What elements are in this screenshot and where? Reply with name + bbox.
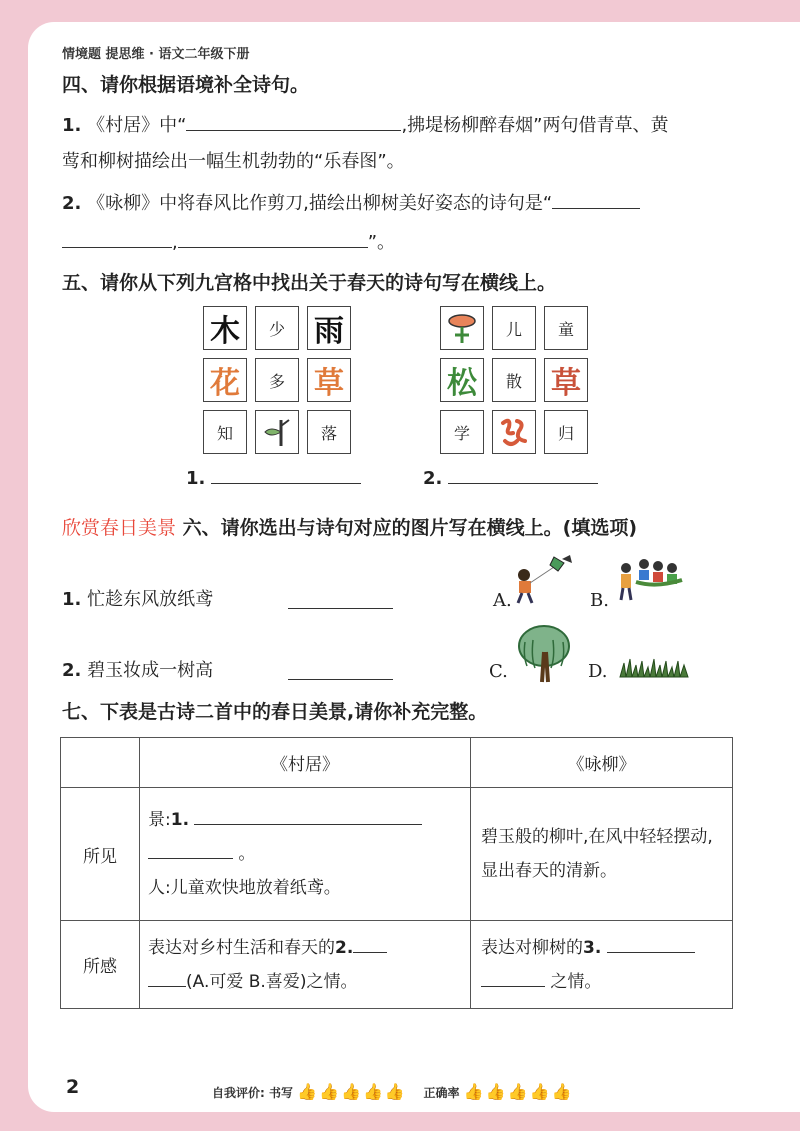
grid-cell[interactable]: 松 — [440, 358, 484, 402]
section-tag: 欣赏春日美景 — [62, 517, 177, 539]
section-5-title: 五、请你从下列九宫格中找出关于春天的诗句写在横线上。 — [62, 272, 557, 294]
table-corner-cell — [61, 738, 140, 788]
section-4-title: 四、请你根据语境补全诗句。 — [62, 74, 310, 96]
writing-rating[interactable] — [297, 1082, 411, 1101]
grid-cell-swirl[interactable] — [492, 410, 536, 454]
section-6-title: 欣赏春日美景 六、请你选出与诗句对应的图片写在横线上。(填选项) — [62, 517, 638, 539]
thumb-up-icon[interactable]: 👍 — [319, 1082, 340, 1101]
answer-blank[interactable] — [607, 934, 695, 953]
grid-cell[interactable]: 归 — [544, 410, 588, 454]
question-4-1-line2: 莺和柳树描绘出一幅生机勃勃的“乐春图”。 — [62, 151, 405, 172]
scenery-table — [60, 737, 733, 1009]
row-label-suojian: 所见 — [61, 788, 140, 921]
grid-cell[interactable]: 雨 — [307, 306, 351, 350]
grid-cell[interactable]: 少 — [255, 306, 299, 350]
swirl-glyph-icon — [495, 413, 533, 451]
grid-cell[interactable]: 草 — [544, 358, 588, 402]
grid-cell[interactable]: 儿 — [492, 306, 536, 350]
answer-blank[interactable] — [148, 968, 186, 987]
thumb-up-icon[interactable]: 👍 — [529, 1082, 550, 1101]
answer-blank[interactable] — [186, 112, 401, 131]
question-4-2-line2: , ”。 — [62, 228, 395, 254]
answer-blank[interactable] — [353, 934, 387, 953]
thumb-up-icon[interactable]: 👍 — [384, 1082, 405, 1101]
answer-6-2 — [288, 661, 393, 684]
question-6-1: 1. 忙趁东风放纸鸢 — [62, 589, 214, 610]
willow-tree-icon — [515, 622, 573, 684]
grid-cell[interactable]: 童 — [544, 306, 588, 350]
row-label-suogan: 所感 — [61, 921, 140, 1009]
option-a-label: A. — [493, 590, 512, 611]
thumb-up-icon[interactable]: 👍 — [341, 1082, 361, 1101]
answer-6-1 — [288, 590, 393, 613]
thumb-up-icon[interactable]: 👍 — [362, 1082, 383, 1101]
question-4-1: 1. 《村居》中“ ,拂堤杨柳醉春烟”两句借青草、黄 — [62, 111, 668, 137]
bamboo-leaf-icon — [259, 414, 295, 450]
grid-cell[interactable]: 散 — [492, 358, 536, 402]
option-d-label: D. — [588, 661, 608, 682]
answer-blank[interactable] — [481, 968, 545, 987]
accuracy-rating[interactable] — [463, 1082, 574, 1101]
grid-cell[interactable]: 木 — [203, 306, 247, 350]
section-7-title: 七、下表是古诗二首中的春日美景,请你补充完整。 — [62, 701, 488, 723]
page-header: 情境题 提思维 · 语文二年级下册 — [62, 47, 250, 62]
answer-blank[interactable] — [178, 229, 368, 248]
answer-blank[interactable] — [448, 465, 598, 484]
grid-cell-bamboo[interactable] — [255, 410, 299, 454]
grid-cell-flower[interactable] — [440, 306, 484, 350]
answer-blank[interactable] — [148, 840, 233, 859]
answer-blank[interactable] — [194, 806, 422, 825]
cell-cunju-seen: 景:1. 。 人:儿童欢快地放着纸鸢。 — [140, 788, 471, 921]
grid-answer-1: 1. — [186, 465, 361, 489]
question-6-2: 2. 碧玉妆成一树高 — [62, 660, 214, 681]
answer-blank[interactable] — [211, 465, 361, 484]
thumb-up-icon[interactable]: 👍 — [551, 1082, 572, 1101]
grid-cell[interactable]: 多 — [255, 358, 299, 402]
thumb-up-icon[interactable]: 👍 — [463, 1082, 484, 1101]
grid-cell[interactable]: 草 — [307, 358, 351, 402]
grid-cell[interactable]: 知 — [203, 410, 247, 454]
cell-cunju-felt: 表达对乡村生活和春天的2. (A.可爱 B.喜爱)之情。 — [140, 921, 471, 1009]
cell-yongliu-seen: 碧玉般的柳叶,在风中轻轻摆动,显出春天的清新。 — [471, 788, 733, 921]
question-4-2: 2. 《咏柳》中将春风比作剪刀,描绘出柳树美好姿态的诗句是“ — [62, 189, 640, 215]
table-header-yongliu: 《咏柳》 — [471, 738, 733, 788]
answer-blank[interactable] — [62, 229, 172, 248]
kid-flying-kite-icon — [510, 553, 576, 605]
option-b-label: B. — [590, 590, 609, 611]
grid-cell[interactable]: 学 — [440, 410, 484, 454]
thumb-up-icon[interactable]: 👍 — [485, 1082, 506, 1101]
grid-cell[interactable]: 花 — [203, 358, 247, 402]
table-header-cunju: 《村居》 — [140, 738, 471, 788]
children-group-icon — [612, 552, 688, 604]
thumb-up-icon[interactable]: 👍 — [297, 1082, 318, 1101]
answer-blank[interactable] — [288, 590, 393, 609]
answer-blank[interactable] — [552, 190, 640, 209]
page-number: 2 — [66, 1076, 80, 1098]
grid-cell[interactable]: 落 — [307, 410, 351, 454]
self-evaluation: 自我评价: 书写 👍 👍 👍 👍 👍 正确率 👍 👍 👍 👍 👍 — [212, 1082, 572, 1101]
grass-icon — [618, 655, 690, 679]
option-c-label: C. — [489, 661, 508, 682]
grid-answer-2: 2. — [423, 465, 598, 489]
cell-yongliu-felt: 表达对柳树的3. 之情。 — [471, 921, 733, 1009]
flower-icon — [443, 309, 481, 347]
thumb-up-icon[interactable]: 👍 — [507, 1082, 528, 1101]
answer-blank[interactable] — [288, 661, 393, 680]
